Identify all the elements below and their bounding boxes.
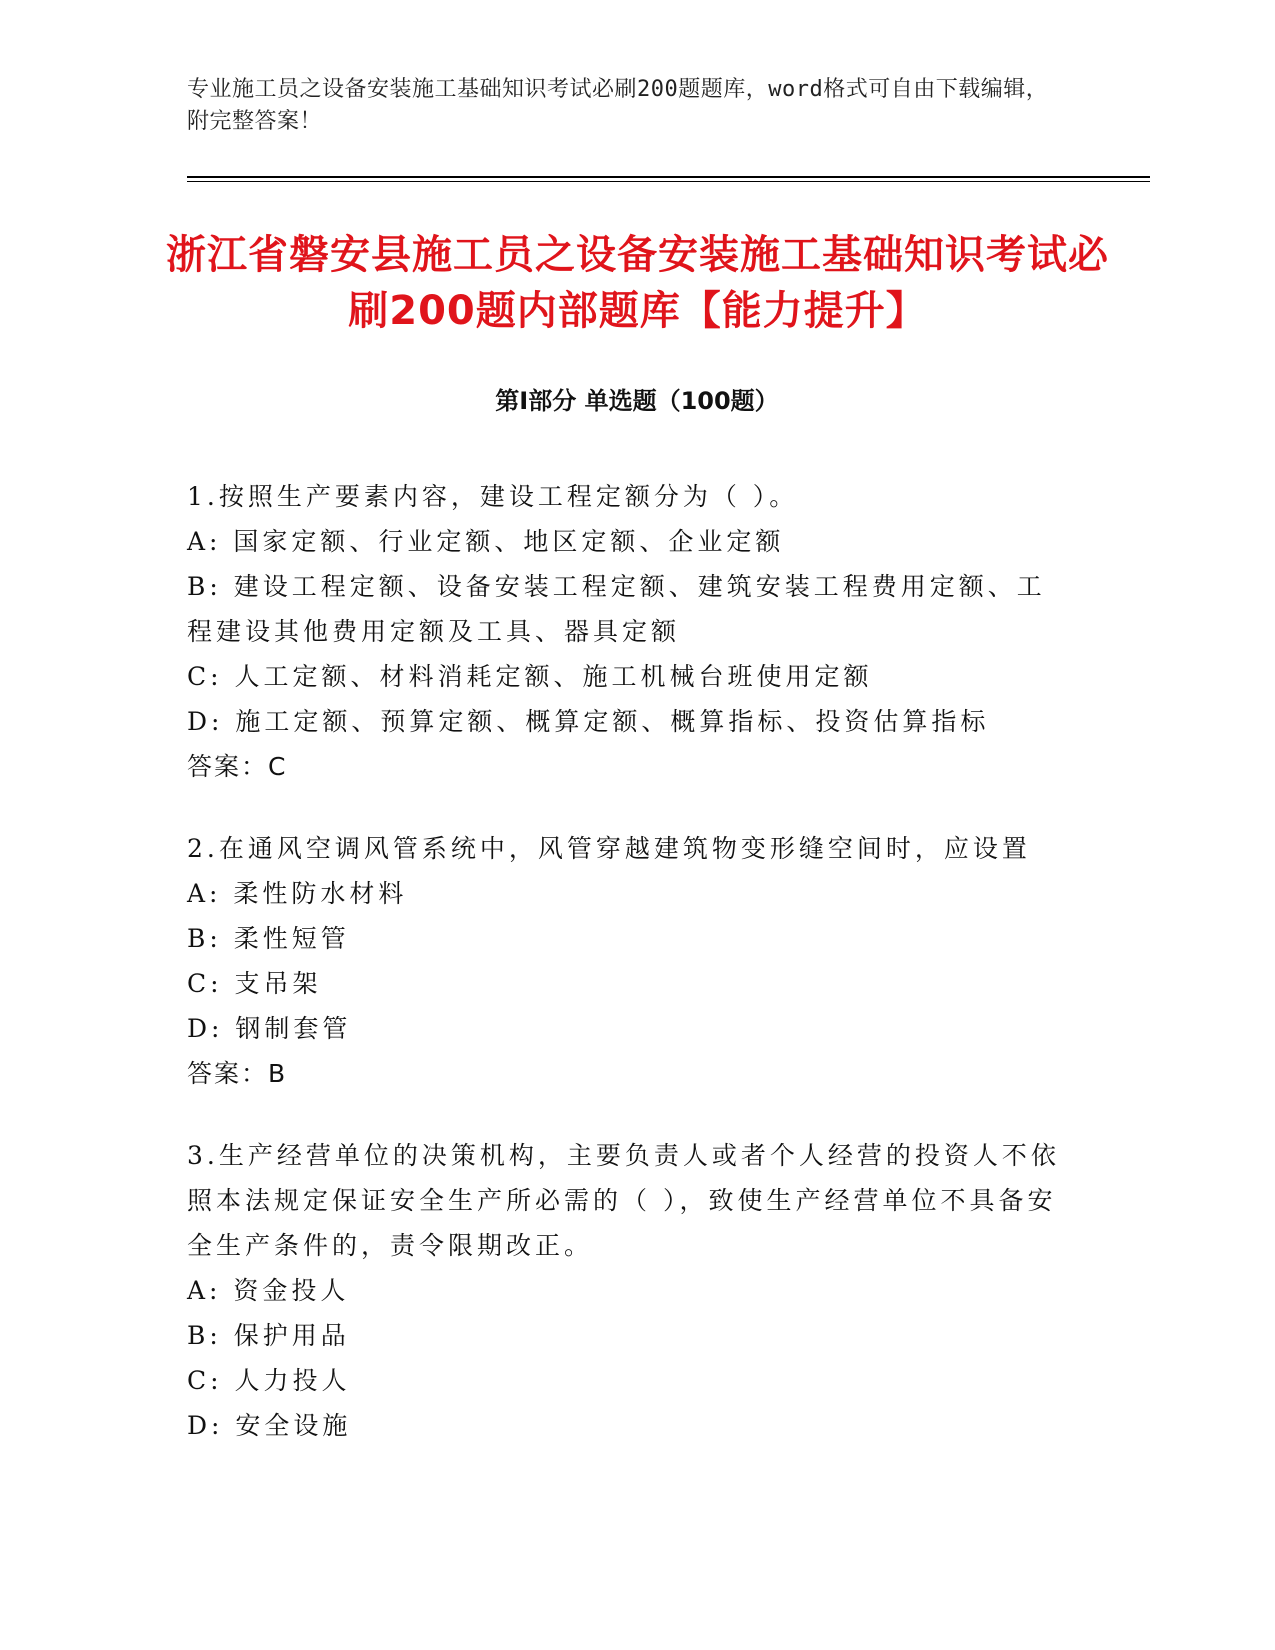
section-title: 第I部分 单选题（100题）	[495, 387, 779, 415]
option-c: C: 支吊架	[187, 969, 322, 998]
option-a: A: 国家定额、行业定额、地区定额、企业定额	[187, 527, 785, 556]
question-2	[187, 826, 1067, 1096]
header-divider-thin	[187, 181, 1150, 182]
answer-line: 答案：B	[187, 1059, 288, 1088]
question-3	[187, 1133, 1067, 1448]
header-note: 专业施工员之设备安装施工基础知识考试必刷200题题库，word格式可自由下载编辑，附完整答案！	[187, 77, 1049, 134]
option-b: B: 保护用品	[187, 1321, 350, 1350]
question-stem: 1.按照生产要素内容，建设工程定额分为（ ）。	[187, 482, 799, 511]
option-b: B: 柔性短管	[187, 924, 350, 953]
question-list	[187, 474, 1067, 1485]
document-title: 浙江省磐安县施工员之设备安装施工基础知识考试必刷200题内部题库【能力提升】	[166, 232, 1109, 334]
header-divider-thick	[187, 176, 1150, 178]
option-b: B: 建设工程定额、设备安装工程定额、建筑安装工程费用定额、工程建设其他费用定额及工具、器具定额	[187, 572, 1046, 646]
question-stem: 2.在通风空调风管系统中，风管穿越建筑物变形缝空间时，应设置	[187, 834, 1031, 863]
option-a: A: 资金投人	[187, 1276, 350, 1305]
question-stem: 3.生产经营单位的决策机构，主要负责人或者个人经营的投资人不依照本法规定保证安全生产所必需的（ ），致使生产经营单位不具备安全生产条件的，责令限期改正。	[187, 1141, 1060, 1260]
option-d: D: 施工定额、预算定额、概算定额、概算指标、投资估算指标	[187, 707, 990, 736]
option-a: A: 柔性防水材料	[187, 879, 408, 908]
question-1	[187, 474, 1067, 789]
answer-line: 答案：C	[187, 752, 288, 781]
option-d: D: 钢制套管	[187, 1014, 352, 1043]
option-d: D: 安全设施	[187, 1411, 352, 1440]
option-c: C: 人工定额、材料消耗定额、施工机械台班使用定额	[187, 662, 873, 691]
option-c: C: 人力投人	[187, 1366, 351, 1395]
